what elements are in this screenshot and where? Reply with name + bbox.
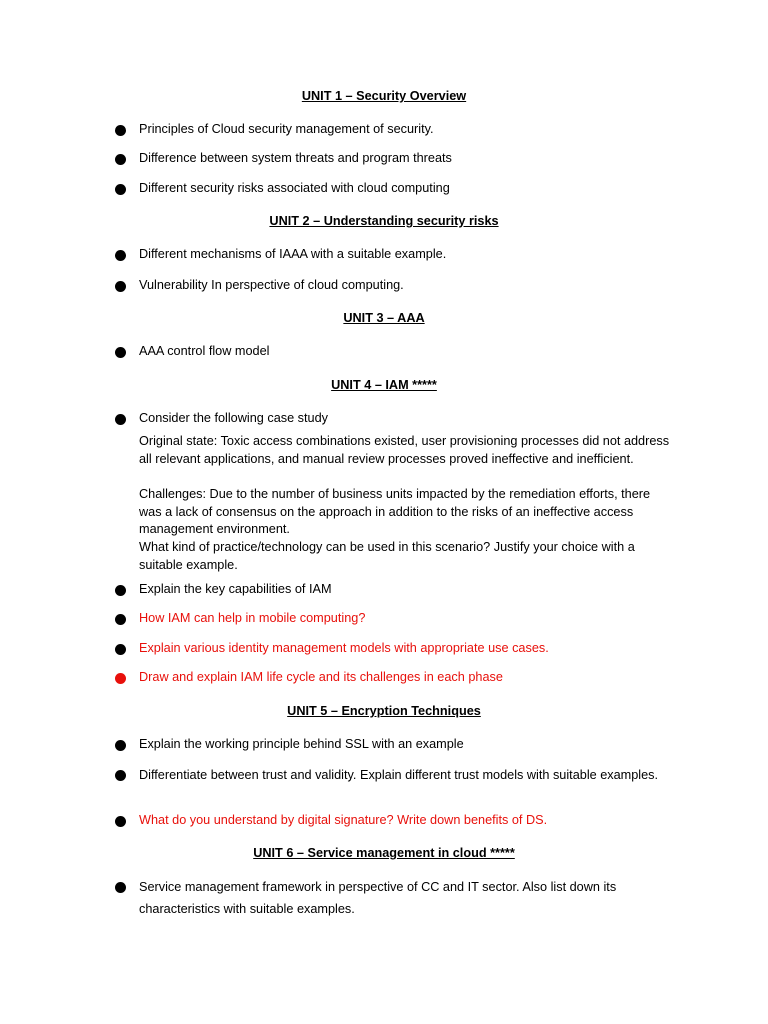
list-item-text: Different mechanisms of IAAA with a suitable example.	[139, 247, 447, 261]
case-study-challenges: Challenges: Due to the number of business units impacted by the remediation efforts, there was a lack of consensus on the approach in addition to the risks of an ineffective access management environment.	[139, 487, 651, 537]
bullet-icon	[115, 281, 126, 292]
bullet-icon	[115, 770, 126, 781]
list-item-text: AAA control flow model	[139, 344, 270, 358]
list-item-text: Principles of Cloud security management of security.	[139, 122, 434, 136]
unit-3-heading: UNIT 3 – AAA	[343, 311, 425, 325]
bullet-icon	[115, 882, 126, 893]
list-item-text: Vulnerability In perspective of cloud computing.	[139, 278, 404, 292]
unit-2-heading: UNIT 2 – Understanding security risks	[269, 214, 499, 228]
list-item-text: Difference between system threats and program threats	[139, 151, 452, 165]
unit-6-heading: UNIT 6 – Service management in cloud *****	[253, 846, 515, 860]
list-item-text: Differentiate between trust and validity. Explain different trust models with suitable examples.	[139, 768, 659, 782]
list-item-text: Draw and explain IAM life cycle and its challenges in each phase	[139, 670, 503, 684]
bullet-icon	[115, 184, 126, 195]
bullet-icon	[115, 740, 126, 751]
bullet-icon	[115, 644, 126, 655]
list-item-text: Explain the working principle behind SSL with an example	[139, 737, 464, 751]
bullet-icon	[115, 250, 126, 261]
case-study-original-state: Original state: Toxic access combinations existed, user provisioning processes did not address all relevant applications, and manual review processes proved ineffective and inefficient.	[139, 434, 670, 466]
bullet-icon	[115, 585, 126, 596]
bullet-icon	[115, 673, 126, 684]
bullet-icon	[115, 125, 126, 136]
unit-5-heading: UNIT 5 – Encryption Techniques	[287, 704, 481, 718]
list-item-text: What do you understand by digital signature? Write down benefits of DS.	[139, 813, 548, 827]
list-item-text: Explain the key capabilities of IAM	[139, 582, 332, 596]
list-item-text: How IAM can help in mobile computing?	[139, 611, 366, 625]
list-item-text: Different security risks associated with cloud computing	[139, 181, 450, 195]
bullet-icon	[115, 614, 126, 625]
list-item-text: Service management framework in perspective of CC and IT sector. Also list down its characteristics with suitable examples.	[139, 880, 617, 916]
unit-1-heading: UNIT 1 – Security Overview	[301, 89, 467, 103]
list-item-text: Consider the following case study	[139, 411, 329, 425]
bullet-icon	[115, 816, 126, 827]
bullet-icon	[115, 347, 126, 358]
unit-4-heading: UNIT 4 – IAM *****	[331, 378, 437, 392]
bullet-icon	[115, 154, 126, 165]
list-item-text: Explain various identity management models with appropriate use cases.	[139, 641, 549, 655]
bullet-icon	[115, 414, 126, 425]
case-study-question: What kind of practice/technology can be used in this scenario? Justify your choice with a suitable example.	[139, 540, 635, 572]
